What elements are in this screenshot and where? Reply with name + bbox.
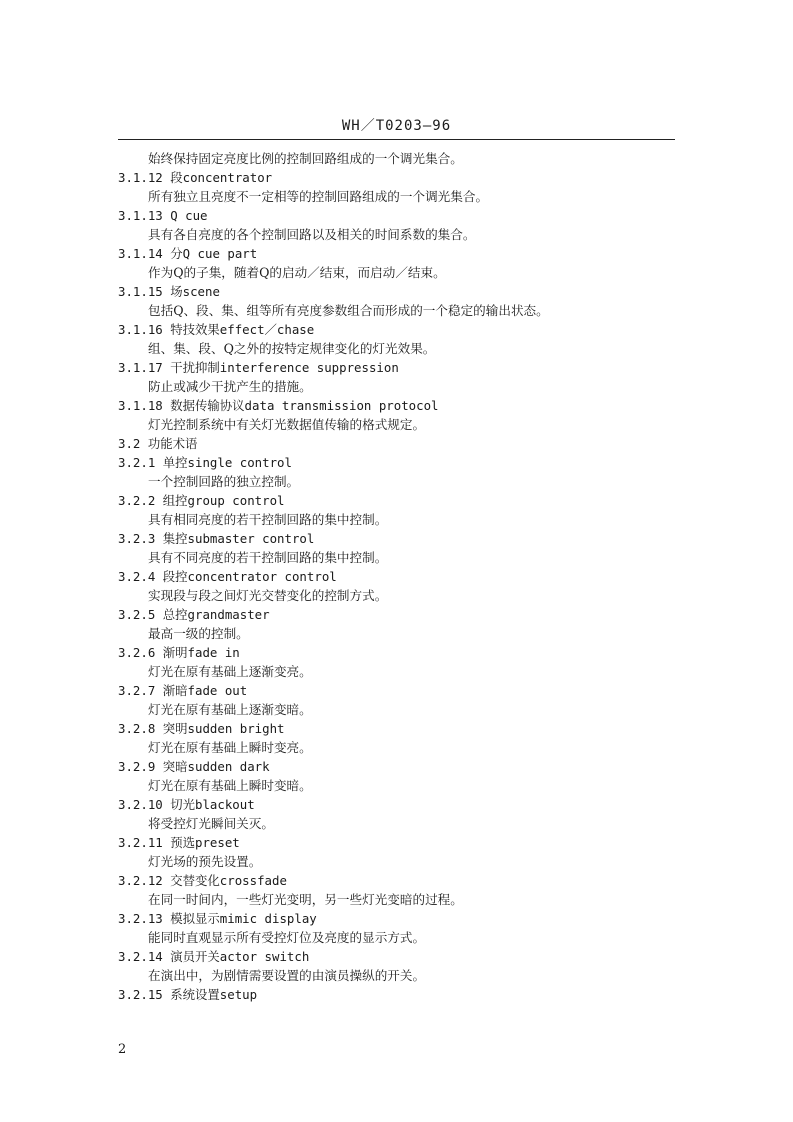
- term-heading: 3.2.9 突暗sudden dark: [118, 759, 270, 774]
- term-definition: 在同一时间内，一些灯光变明，另一些灯光变暗的过程。: [148, 892, 463, 907]
- term-definition: 所有独立且亮度不一定相等的控制回路组成的一个调光集合。: [148, 189, 489, 204]
- term-heading: 3.2.4 段控concentrator control: [118, 569, 337, 584]
- page-number: 2: [118, 1042, 127, 1057]
- term-heading: 3.2.11 预选preset: [118, 835, 240, 850]
- term-heading: 3.2.14 演员开关actor switch: [118, 949, 310, 964]
- term-heading: 3.1.16 特技效果effect／chase: [118, 322, 315, 337]
- term-definition: 灯光在原有基础上逐渐变亮。: [148, 664, 312, 679]
- term-heading: 3.2.5 总控grandmaster: [118, 607, 270, 622]
- term-definition: 在演出中，为剧情需要设置的由演员操纵的开关。: [148, 968, 426, 983]
- term-heading: 3.2.3 集控submaster control: [118, 531, 315, 546]
- term-heading: 3.2.15 系统设置setup: [118, 987, 258, 1002]
- term-definition: 能同时直观显示所有受控灯位及亮度的显示方式。: [148, 930, 426, 945]
- term-heading: 3.2.7 渐暗fade out: [118, 683, 248, 698]
- term-heading: 3.2.10 切光blackout: [118, 797, 255, 812]
- term-heading: 3.2.13 模拟显示mimic display: [118, 911, 317, 926]
- term-heading: 3.1.13 Q cue: [118, 208, 208, 223]
- term-heading: 3.1.15 场scene: [118, 284, 220, 299]
- term-definition: 具有不同亮度的若干控制回路的集中控制。: [148, 550, 388, 565]
- term-definition: 具有各自亮度的各个控制回路以及相关的时间系数的集合。: [148, 227, 476, 242]
- term-heading: 3.1.12 段concentrator: [118, 170, 273, 185]
- term-heading: 3.2.2 组控group control: [118, 493, 285, 508]
- term-heading: 3.2.8 突明sudden bright: [118, 721, 285, 736]
- term-definition: 具有相同亮度的若干控制回路的集中控制。: [148, 512, 388, 527]
- term-definition: 始终保持固定亮度比例的控制回路组成的一个调光集合。: [148, 151, 463, 166]
- term-definition: 灯光在原有基础上瞬时变暗。: [148, 778, 312, 793]
- term-definition: 一个控制回路的独立控制。: [148, 474, 300, 489]
- term-definition: 最高一级的控制。: [148, 626, 249, 641]
- term-heading: 3.1.14 分Q cue part: [118, 246, 258, 261]
- term-definition: 灯光场的预先设置。: [148, 854, 262, 869]
- term-heading: 3.2.12 交替变化crossfade: [118, 873, 287, 888]
- document-body: [118, 149, 675, 1004]
- term-definition: 灯光控制系统中有关灯光数据值传输的格式规定。: [148, 417, 426, 432]
- term-definition: 防止或减少干扰产生的措施。: [148, 379, 312, 394]
- term-definition: 作为Q的子集，随着Q的启动／结束，而启动／结束。: [148, 265, 446, 280]
- page-header-code: WH／T0203—96: [341, 118, 452, 134]
- term-heading: 3.2 功能术语: [118, 436, 198, 451]
- term-definition: 将受控灯光瞬间关灭。: [148, 816, 274, 831]
- term-heading: 3.2.1 单控single control: [118, 455, 292, 470]
- term-definition: 实现段与段之间灯光交替变化的控制方式。: [148, 588, 388, 603]
- term-heading: 3.1.17 干扰抑制interference suppression: [118, 360, 399, 375]
- term-definition: 组、集、段、Q之外的按特定规律变化的灯光效果。: [148, 341, 436, 356]
- term-definition: 包括Q、段、集、组等所有亮度参数组合而形成的一个稳定的输出状态。: [148, 303, 549, 318]
- term-heading: 3.1.18 数据传输协议data transmission protocol: [118, 398, 439, 413]
- term-definition: 灯光在原有基础上逐渐变暗。: [148, 702, 312, 717]
- term-heading: 3.2.6 渐明fade in: [118, 645, 240, 660]
- header-divider: [118, 139, 675, 140]
- term-definition: 灯光在原有基础上瞬时变亮。: [148, 740, 312, 755]
